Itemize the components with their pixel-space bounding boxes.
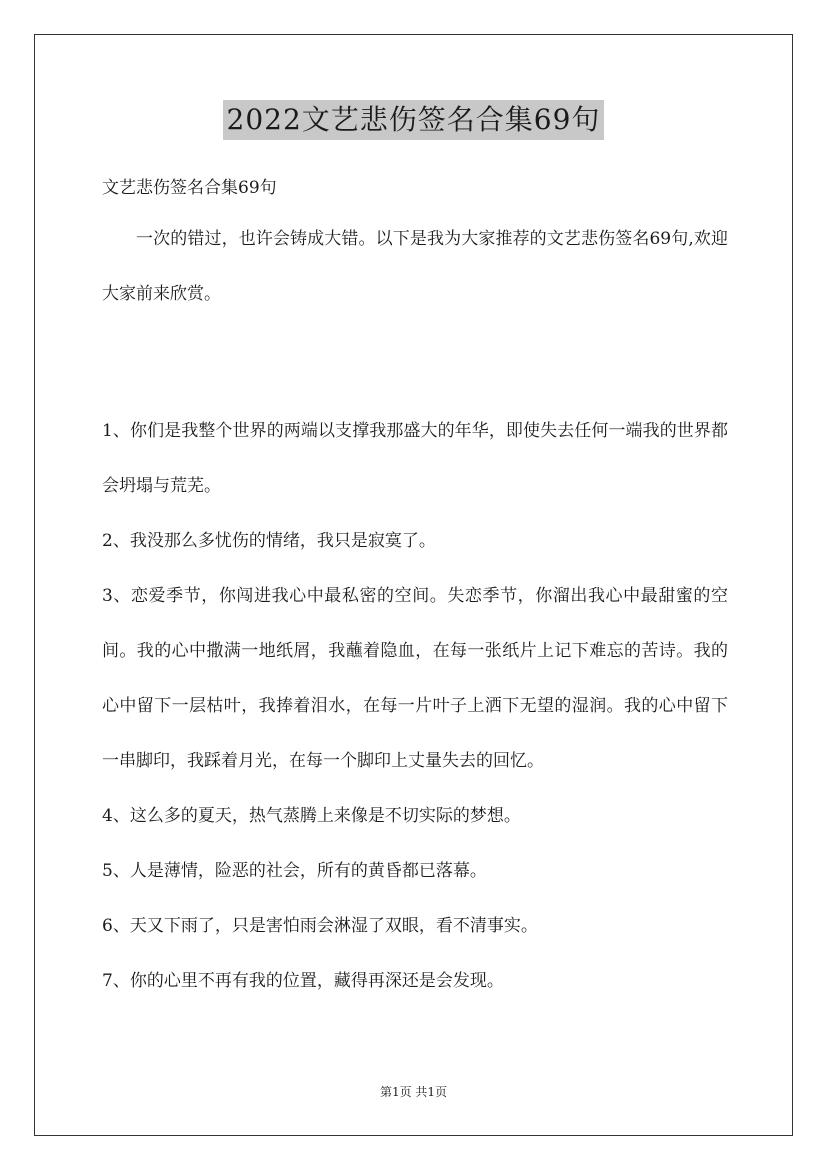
- list-item: 4、这么多的夏天，热气蒸腾上来像是不切实际的梦想。: [102, 806, 521, 826]
- list-item: 7、你的心里不再有我的位置，藏得再深还是会发现。: [102, 971, 504, 991]
- intro-paragraph: 一次的错过，也许会铸成大错。以下是我为大家推荐的文艺悲伤签名69句,欢迎大家前来欣赏。: [102, 229, 728, 304]
- document-subtitle: 文艺悲伤签名合集69句: [102, 178, 277, 198]
- spacer: [102, 322, 728, 404]
- list-item: 2、我没那么多忧伤的情绪，我只是寂寞了。: [102, 531, 436, 551]
- list-item: 1、你们是我整个世界的两端以支撑我那盛大的年华，即使失去任何一端我的世界都会坍塌与荒芜。: [102, 421, 728, 496]
- list-item: 3、恋爱季节，你闯进我心中最私密的空间。失恋季节，你溜出我心中最甜蜜的空间。我的心中撒满一地纸屑，我蘸着隐血，在每一张纸片上记下难忘的苦诗。我的心中留下一层枯叶，我捧着泪水，在每一片叶子上洒下无望的湿润。我的心中留下一串脚印，我踩着月光，在每一个脚印上丈量失去的回忆。: [102, 586, 728, 771]
- document-body: [102, 175, 728, 1009]
- list-item: 5、人是薄情，险恶的社会，所有的黄昏都已落幕。: [102, 861, 487, 881]
- title-container: [0, 100, 827, 140]
- list-item: 6、天又下雨了，只是害怕雨会淋湿了双眼，看不清事实。: [102, 916, 538, 936]
- document-title: 2022文艺悲伤签名合集69句: [223, 100, 605, 140]
- page-footer: 第1页 共1页: [379, 1085, 448, 1099]
